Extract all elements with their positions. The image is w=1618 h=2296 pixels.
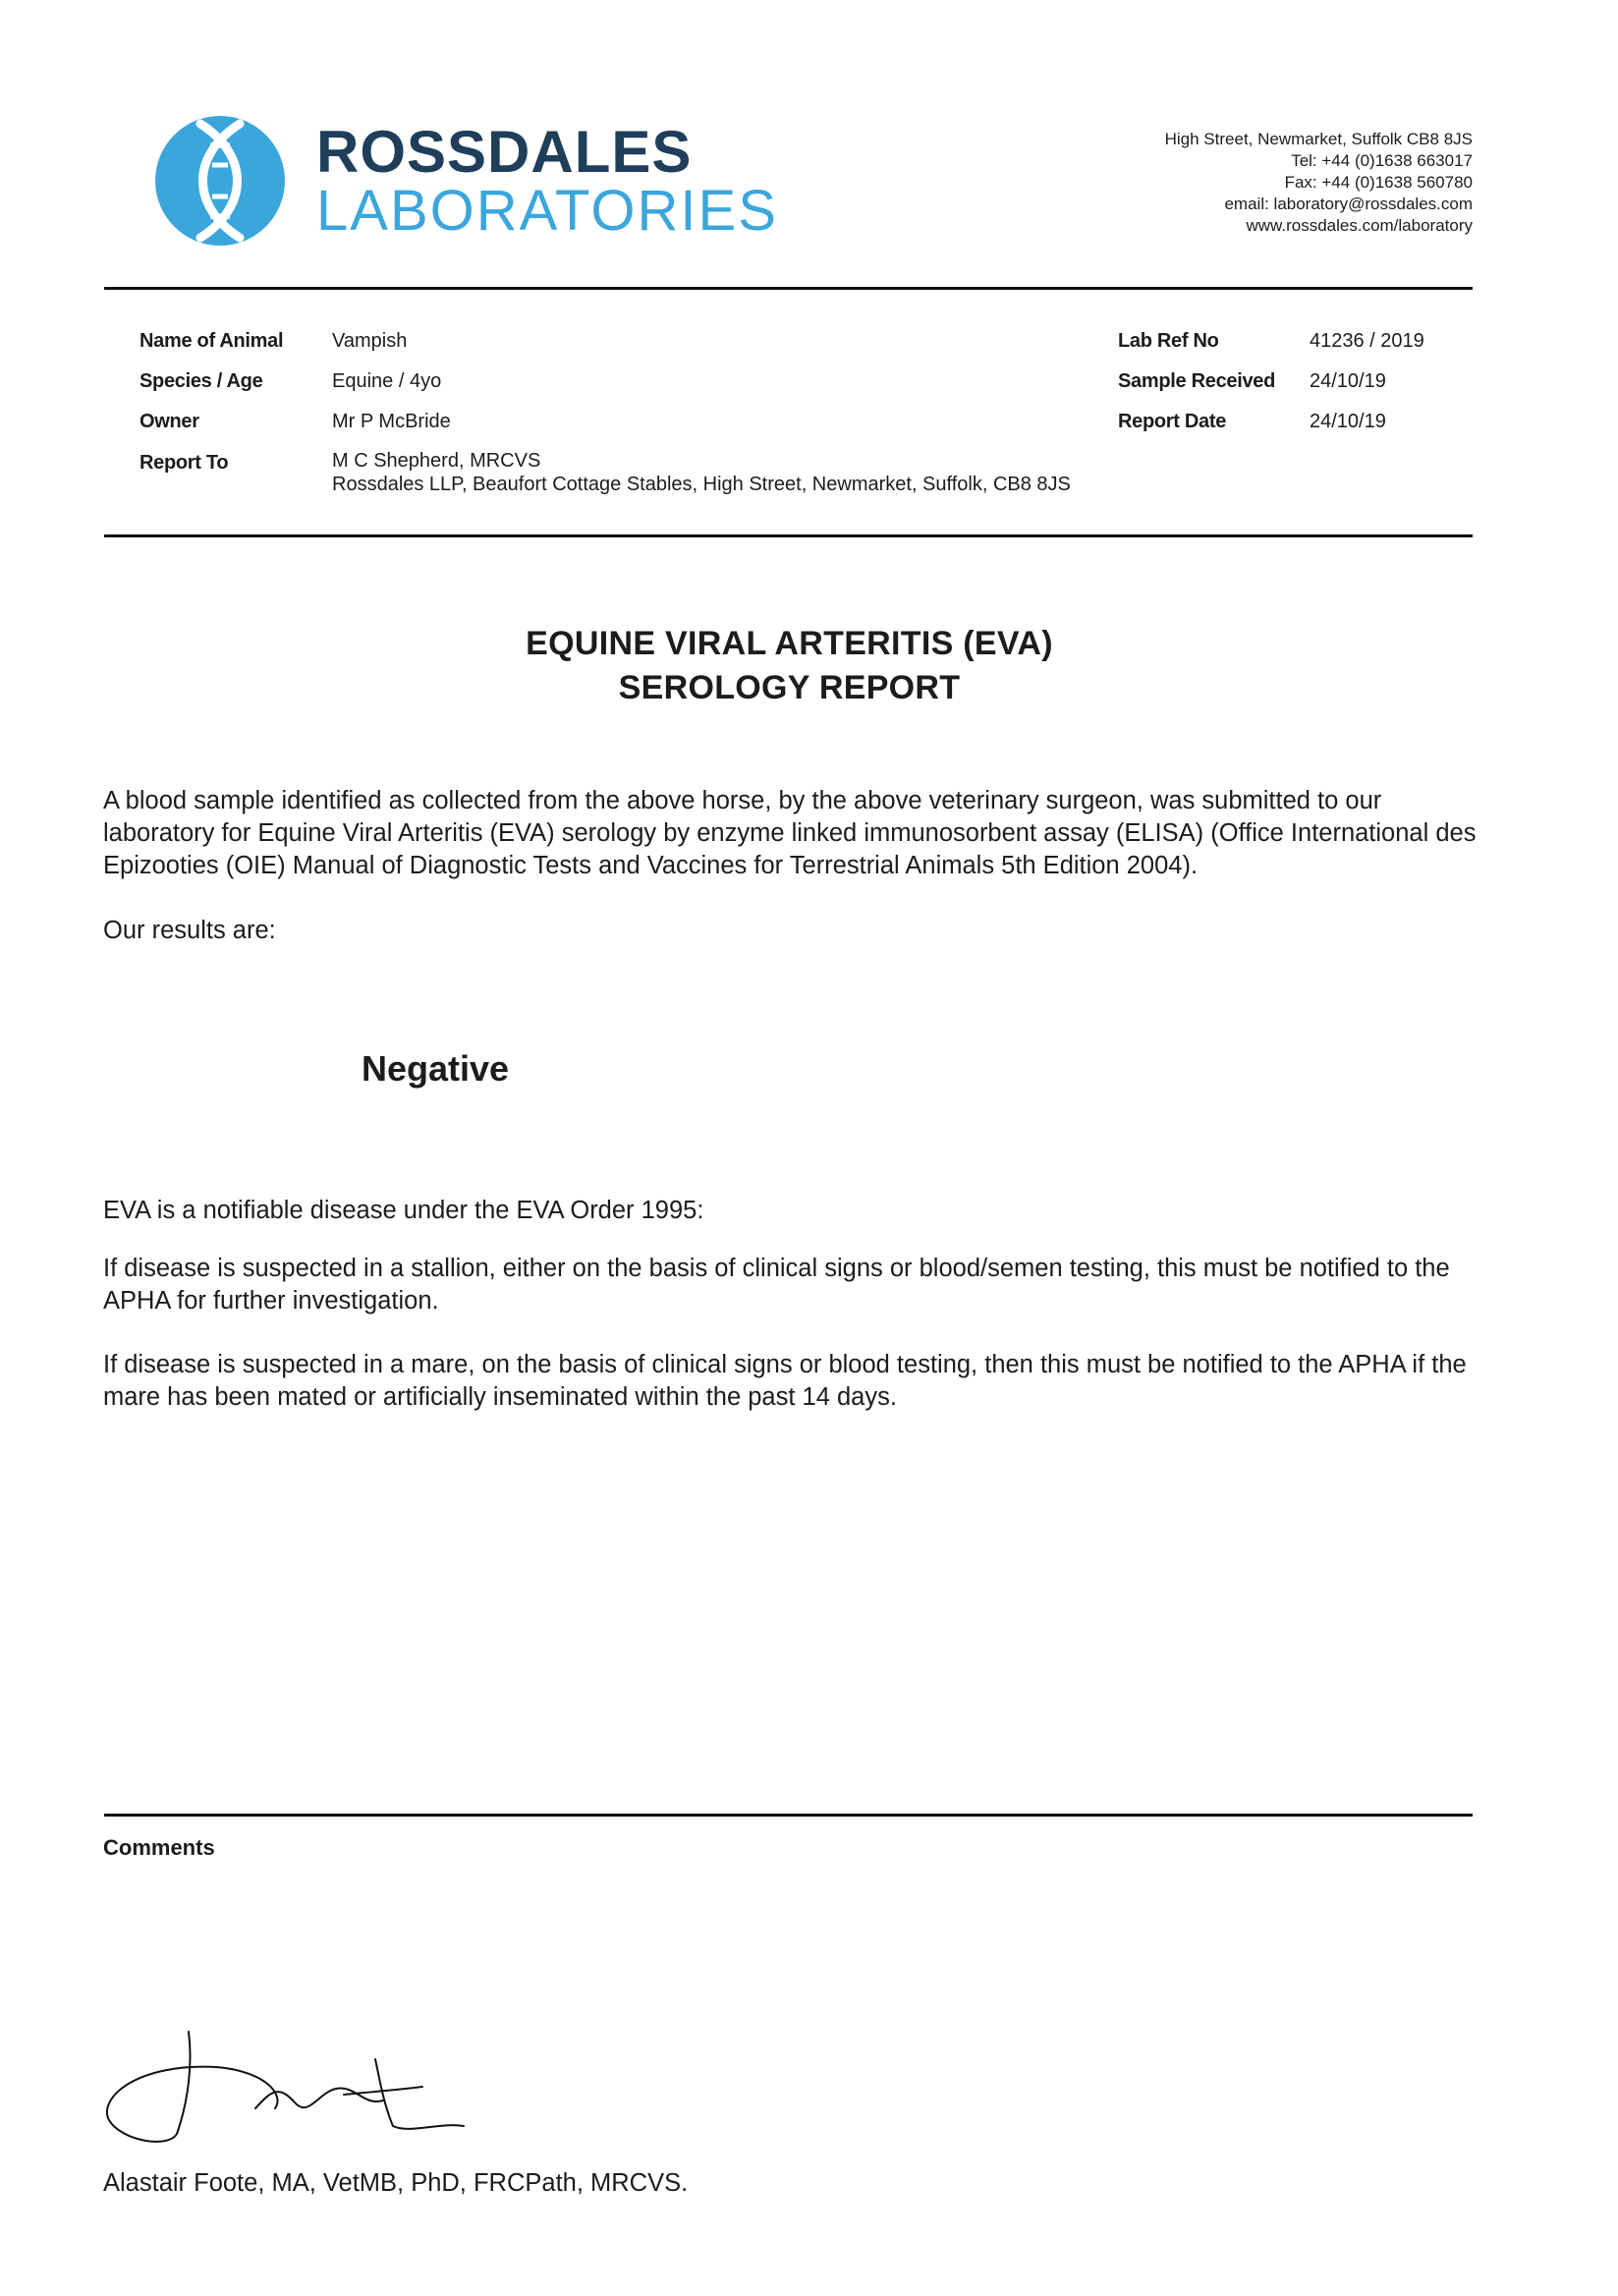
- comments-divider: [104, 1814, 1473, 1817]
- report-to-label: Report To: [139, 452, 229, 474]
- test-result: Negative: [362, 1048, 510, 1089]
- report-title-line2: SEROLOGY REPORT: [618, 669, 961, 706]
- results-lead: Our results are:: [103, 917, 276, 944]
- logo-wordmark-top: ROSSDALES: [316, 119, 693, 185]
- mare-paragraph: If disease is suspected in a mare, on the basis of clinical signs or blood testing, then this must be notified to the APHA if the mare has been mated or artificially inseminated within the past 14 days.: [103, 1351, 1467, 1411]
- report-title-line1: EQUINE VIRAL ARTERITIS (EVA): [526, 625, 1053, 662]
- report-to-line1: M C Shepherd, MRCVS: [332, 450, 541, 472]
- contact-address: High Street, Newmarket, Suffolk CB8 8JS: [1164, 130, 1473, 148]
- info-divider: [104, 534, 1473, 537]
- contact-fax: Fax: +44 (0)1638 560780: [1284, 173, 1473, 192]
- contact-web: www.rossdales.com/laboratory: [1246, 216, 1473, 235]
- sample-received-value: 24/10/19: [1310, 370, 1386, 392]
- owner-label: Owner: [139, 411, 199, 432]
- report-date-value: 24/10/19: [1310, 411, 1386, 432]
- species-age-label: Species / Age: [139, 370, 263, 392]
- name-of-animal-label: Name of Animal: [139, 330, 284, 352]
- contact-tel: Tel: +44 (0)1638 663017: [1291, 151, 1473, 170]
- lab-ref-label: Lab Ref No: [1118, 330, 1219, 352]
- report-to-line2: Rossdales LLP, Beaufort Cottage Stables, High Street, Newmarket, Suffolk, CB8 8JS: [332, 474, 1071, 495]
- report-date-label: Report Date: [1118, 411, 1227, 432]
- report-title: [0, 622, 1579, 710]
- name-of-animal-value: Vampish: [332, 330, 408, 352]
- species-age-value: Equine / 4yo: [332, 370, 442, 392]
- lab-ref-value: 41236 / 2019: [1310, 330, 1424, 352]
- handwritten-signature: [98, 2024, 472, 2152]
- dna-helix-icon: [155, 116, 285, 246]
- sample-received-label: Sample Received: [1118, 370, 1276, 392]
- signatory-name: Alastair Foote, MA, VetMB, PhD, FRCPath, MRCVS.: [103, 2169, 689, 2197]
- owner-value: Mr P McBride: [332, 411, 451, 432]
- logo-wordmark-bottom: LABORATORIES: [316, 179, 778, 243]
- header-divider: [104, 287, 1473, 290]
- stallion-paragraph: If disease is suspected in a stallion, either on the basis of clinical signs or blood/semen testing, this must be notified to the APHA for further investigation.: [103, 1255, 1450, 1315]
- notifiable-paragraph: EVA is a notifiable disease under the EVA Order 1995:: [103, 1197, 704, 1224]
- intro-paragraph: A blood sample identified as collected from the above horse, by the above veterinary surgeon, was submitted to our laboratory for Equine Viral Arteritis (EVA) serology by enzyme linked immunosorbent assay (ELISA) (Office International des Epizooties (OIE) Manual of Diagnostic Tests and Vaccines for Terrestrial Animals 5th Edition 2004).: [103, 787, 1477, 879]
- comments-label: Comments: [103, 1835, 215, 1860]
- contact-details: [1165, 129, 1473, 237]
- contact-email: email: laboratory@rossdales.com: [1224, 195, 1473, 213]
